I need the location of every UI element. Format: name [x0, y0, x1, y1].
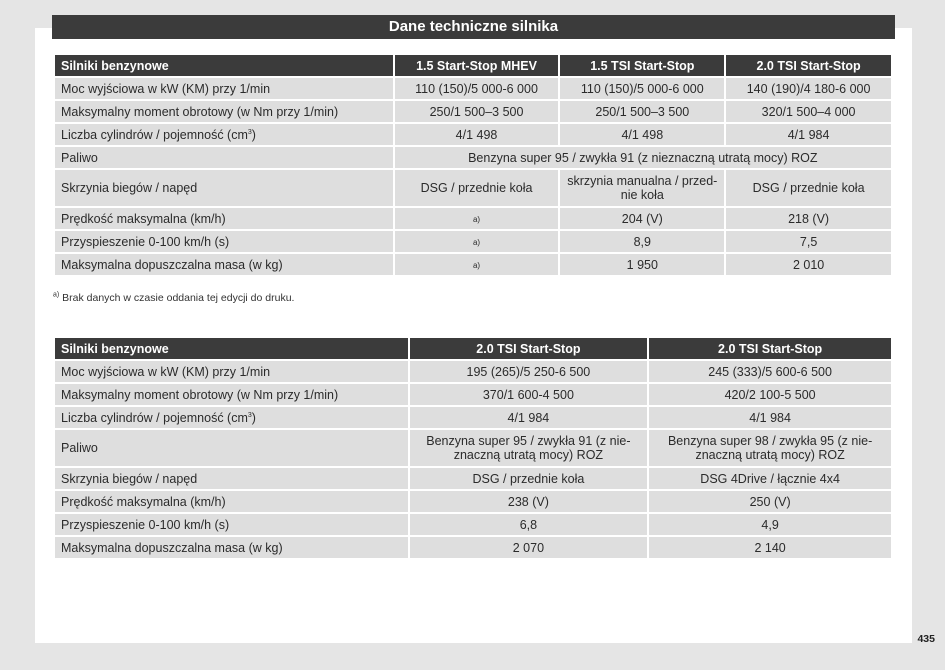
table-row [55, 254, 891, 275]
table-cell: 250/1 500–3 500 [560, 101, 724, 122]
table-cell: 204 (V) [560, 208, 724, 229]
table-row [55, 231, 891, 252]
row-label: Liczba cylindrów / pojemność $(cm^3)$ [55, 124, 393, 145]
table-cell: 250/1 500–3 500 [395, 101, 559, 122]
row-label: Moc wyjściowa w kW (KM) przy 1/min [55, 361, 408, 382]
table-cell: 8,9 [560, 231, 724, 252]
footnote-mark: a) [472, 237, 481, 247]
table-cell: DSG 4Drive / łącznie 4x4 [649, 468, 891, 489]
table-cell: 4/1 498 [560, 124, 724, 145]
table-cell: 4/1 984 [726, 124, 891, 145]
table-cell: 2 070 [410, 537, 648, 558]
table-row [55, 101, 891, 122]
column-header: Silniki benzynowe [55, 55, 393, 76]
table-cell [395, 231, 559, 252]
table-cell: 245 (333)/5 600-6 500 [649, 361, 891, 382]
row-label: Maksymalny moment obrotowy (w Nm przy 1/min) [55, 101, 393, 122]
column-header: 2.0 TSI Start-Stop [410, 338, 648, 359]
table-header-row [55, 55, 891, 76]
table-cell: skrzynia manualna / przed- nie koła [560, 170, 724, 206]
table-row [55, 407, 891, 428]
footnote-mark: a) [472, 214, 481, 224]
table-cell: 2 140 [649, 537, 891, 558]
column-header: 2.0 TSI Start-Stop [726, 55, 891, 76]
table-row [55, 514, 891, 535]
table-cell: 110 (150)/5 000-6 000 [560, 78, 724, 99]
table-header-row [55, 338, 891, 359]
table-cell: DSG / przednie koła [726, 170, 891, 206]
table-cell [395, 254, 559, 275]
table-cell: 238 (V) [410, 491, 648, 512]
table-cell: 370/1 600-4 500 [410, 384, 648, 405]
row-label: Skrzynia biegów / napęd [55, 170, 393, 206]
table-cell: 1 950 [560, 254, 724, 275]
row-label: Maksymalna dopuszczalna masa (w kg) [55, 537, 408, 558]
row-label: Liczba cylindrów / pojemność $(cm^3)$ [55, 407, 408, 428]
column-header: 2.0 TSI Start-Stop [649, 338, 891, 359]
table-cell: Benzyna super 95 / zwykła 91 (z nie- znaczną utratą mocy) ROZ [410, 430, 648, 466]
table-cell: 320/1 500–4 000 [726, 101, 891, 122]
row-label: Paliwo [55, 147, 393, 168]
table-cell: 250 (V) [649, 491, 891, 512]
column-header: 1.5 TSI Start-Stop [560, 55, 724, 76]
table-cell: Benzyna super 98 / zwykła 95 (z nie- znaczną utratą mocy) ROZ [649, 430, 891, 466]
table-cell: 4/1 984 [410, 407, 648, 428]
table-cell: 6,8 [410, 514, 648, 535]
table-cell: 7,5 [726, 231, 891, 252]
table-row [55, 124, 891, 145]
section-title: Dane techniczne silnika [52, 15, 895, 39]
row-label: Skrzynia biegów / napęd [55, 468, 408, 489]
row-label: Maksymalna dopuszczalna masa (w kg) [55, 254, 393, 275]
table-row [55, 468, 891, 489]
page-number: 435 [917, 633, 935, 645]
engine-spec-table-2 [53, 336, 893, 560]
table-cell: 4,9 [649, 514, 891, 535]
table-row [55, 537, 891, 558]
table-row [55, 170, 891, 206]
table-cell: 110 (150)/5 000-6 000 [395, 78, 559, 99]
table-row [55, 147, 891, 168]
row-label: Prędkość maksymalna (km/h) [55, 491, 408, 512]
table-row [55, 78, 891, 99]
row-label: Paliwo [55, 430, 408, 466]
row-label: Prędkość maksymalna (km/h) [55, 208, 393, 229]
table-cell: 140 (190)/4 180-6 000 [726, 78, 891, 99]
table-cell: DSG / przednie koła [395, 170, 559, 206]
table-cell: 2 010 [726, 254, 891, 275]
table-row [55, 384, 891, 405]
table-cell: 420/2 100-5 500 [649, 384, 891, 405]
engine-spec-table-1 [53, 53, 893, 277]
row-label: Przyspieszenie 0-100 km/h (s) [55, 231, 393, 252]
column-header: Silniki benzynowe [55, 338, 408, 359]
column-header: 1.5 Start-Stop MHEV [395, 55, 559, 76]
table-cell: 4/1 984 [649, 407, 891, 428]
table-row [55, 491, 891, 512]
footnote: $^{a)}$ Brak danych w czasie oddania tej edycji do druku. [53, 291, 295, 304]
table-cell: 218 (V) [726, 208, 891, 229]
table-cell: 195 (265)/5 250-6 500 [410, 361, 648, 382]
table-cell: DSG / przednie koła [410, 468, 648, 489]
row-label: Moc wyjściowa w kW (KM) przy 1/min [55, 78, 393, 99]
row-label: Maksymalny moment obrotowy (w Nm przy 1/min) [55, 384, 408, 405]
table-cell [395, 208, 559, 229]
table-row [55, 361, 891, 382]
row-label: Przyspieszenie 0-100 km/h (s) [55, 514, 408, 535]
table-row [55, 208, 891, 229]
table-cell: 4/1 498 [395, 124, 559, 145]
footnote-mark: a) [472, 260, 481, 270]
table-cell: Benzyna super 95 / zwykła 91 (z nieznaczną utratą mocy) ROZ [395, 147, 891, 168]
table-row [55, 430, 891, 466]
